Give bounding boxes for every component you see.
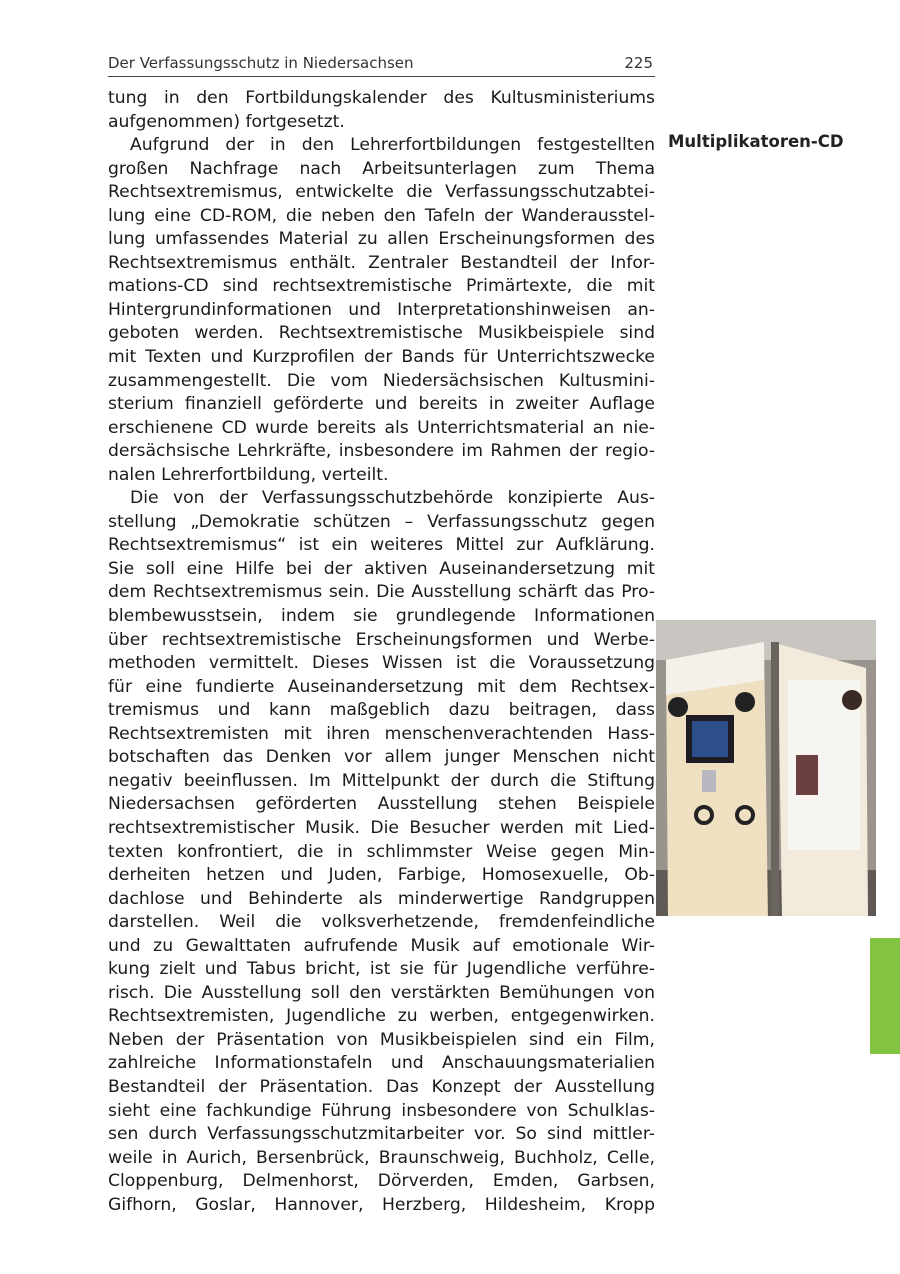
text-line: Rechtsextremismus enthält. Zentraler Bestandteil der Infor- xyxy=(108,252,655,273)
margin-heading: Multiplikatoren-CD xyxy=(668,132,844,151)
text-line: kung zielt und Tabus bricht, ist sie für Jugendliche verführe- xyxy=(108,959,655,980)
text-line: methoden vermittelt. Dieses Wissen ist die Voraussetzung xyxy=(108,653,655,674)
text-line: zusammengestellt. Die vom Niedersächsischen Kultusmini- xyxy=(108,370,655,391)
text-line: lung umfassendes Material zu allen Erscheinungsformen des xyxy=(108,229,655,250)
text-line: lung eine CD-ROM, die neben den Tafeln der Wanderausstel- xyxy=(108,205,655,226)
text-line: derheiten hetzen und Juden, Farbige, Homosexuelle, Ob- xyxy=(108,865,655,886)
text-line: rechtsextremistischer Musik. Die Besucher werden mit Lied- xyxy=(108,817,655,838)
text-line: risch. Die Ausstellung soll den verstärkten Bemühungen von xyxy=(108,982,655,1003)
text-line: Rechtsextremismus“ ist ein weiteres Mittel zur Aufklärung. xyxy=(108,535,655,556)
chapter-tab-marker xyxy=(870,938,900,1054)
text-line: erschienene CD wurde bereits als Unterrichtsmaterial an nie- xyxy=(108,417,655,438)
running-header xyxy=(108,52,655,77)
text-line: Cloppenburg, Delmenhorst, Dörverden, Emden, Garbsen, xyxy=(108,1171,655,1192)
text-line: geboten werden. Rechtsextremistische Musikbeispiele sind xyxy=(108,323,655,344)
text-line: zahlreiche Informationstafeln und Anschauungsmaterialien xyxy=(108,1053,655,1074)
page-number: 225 xyxy=(624,54,653,72)
text-line: sterium finanziell geförderte und bereits in zweiter Auflage xyxy=(108,394,655,415)
text-line: Neben der Präsentation von Musikbeispielen sind ein Film, xyxy=(108,1029,655,1050)
text-line: Bestandteil der Präsentation. Das Konzept der Ausstellung xyxy=(108,1076,655,1097)
text-line: Sie soll eine Hilfe bei der aktiven Auseinandersetzung mit xyxy=(108,558,655,579)
text-line: Rechtsextremismus, entwickelte die Verfassungsschutzabtei- xyxy=(108,182,655,203)
text-line: Niedersachsen geförderten Ausstellung stehen Beispiele xyxy=(108,794,655,815)
text-line: mit Texten und Kurzprofilen der Bands für Unterrichtszwecke xyxy=(108,347,655,368)
text-line: tung in den Fortbildungskalender des Kultusministeriums xyxy=(108,88,655,108)
text-line: dachlose und Behinderte als minderwertige Randgruppen xyxy=(108,888,655,909)
running-title: Der Verfassungsschutz in Niedersachsen xyxy=(108,54,414,72)
text-line: sen durch Verfassungsschutzmitarbeiter vor. So sind mittler- xyxy=(108,1124,655,1145)
text-line: dersächsische Lehrkräfte, insbesondere im Rahmen der regio- xyxy=(108,441,655,462)
exhibition-panels-image xyxy=(656,620,876,916)
text-line: aufgenommen) fortgesetzt. xyxy=(108,111,345,132)
text-line: tremismus und kann maßgeblich dazu beitragen, dass xyxy=(108,700,655,721)
text-line: Rechtsextremisten, Jugendliche zu werben, entgegenwirken. xyxy=(108,1006,655,1027)
text-line: botschaften das Denken vor allem junger Menschen nicht xyxy=(108,747,655,768)
text-line: darstellen. Weil die volksverhetzende, fremdenfeindliche xyxy=(108,912,655,933)
text-line: blembewusstsein, indem sie grundlegende Informationen xyxy=(108,606,655,627)
text-line: sieht eine fachkundige Führung insbesondere von Schulklas- xyxy=(108,1100,655,1121)
text-line: und zu Gewalttaten aufrufende Musik auf emotionale Wir- xyxy=(108,935,655,956)
body-text xyxy=(108,87,655,1217)
text-line: Hintergrundinformationen und Interpretationshinweisen an- xyxy=(108,299,655,320)
text-line: Aufgrund der in den Lehrerfortbildungen festgestellten xyxy=(130,135,655,156)
text-line: mations-CD sind rechtsextremistische Primärtexte, die mit xyxy=(108,276,655,297)
text-line: negativ beeinflussen. Im Mittelpunkt der durch die Stiftung xyxy=(108,770,655,791)
text-line: großen Nachfrage nach Arbeitsunterlagen zum Thema xyxy=(108,158,655,179)
text-line: texten konfrontiert, die in schlimmster Weise gegen Min- xyxy=(108,841,655,862)
exhibition-photo xyxy=(656,620,876,916)
text-line: dem Rechtsextremismus sein. Die Ausstellung schärft das Pro- xyxy=(108,582,655,603)
text-line: Gifhorn, Goslar, Hannover, Herzberg, Hildesheim, Kropp xyxy=(108,1194,655,1215)
text-line: Die von der Verfassungsschutzbehörde konzipierte Aus- xyxy=(130,488,655,509)
text-line: Rechtsextremisten mit ihren menschenverachtenden Hass- xyxy=(108,723,655,744)
text-line: nalen Lehrerfortbildung, verteilt. xyxy=(108,464,389,485)
text-line: für eine fundierte Auseinandersetzung mit dem Rechtsex- xyxy=(108,676,655,697)
text-line: weile in Aurich, Bersenbrück, Braunschweig, Buchholz, Celle, xyxy=(108,1147,655,1168)
text-line: über rechtsextremistische Erscheinungsformen und Werbe- xyxy=(108,629,655,650)
text-line: stellung „Demokratie schützen – Verfassungsschutz gegen xyxy=(108,511,655,532)
